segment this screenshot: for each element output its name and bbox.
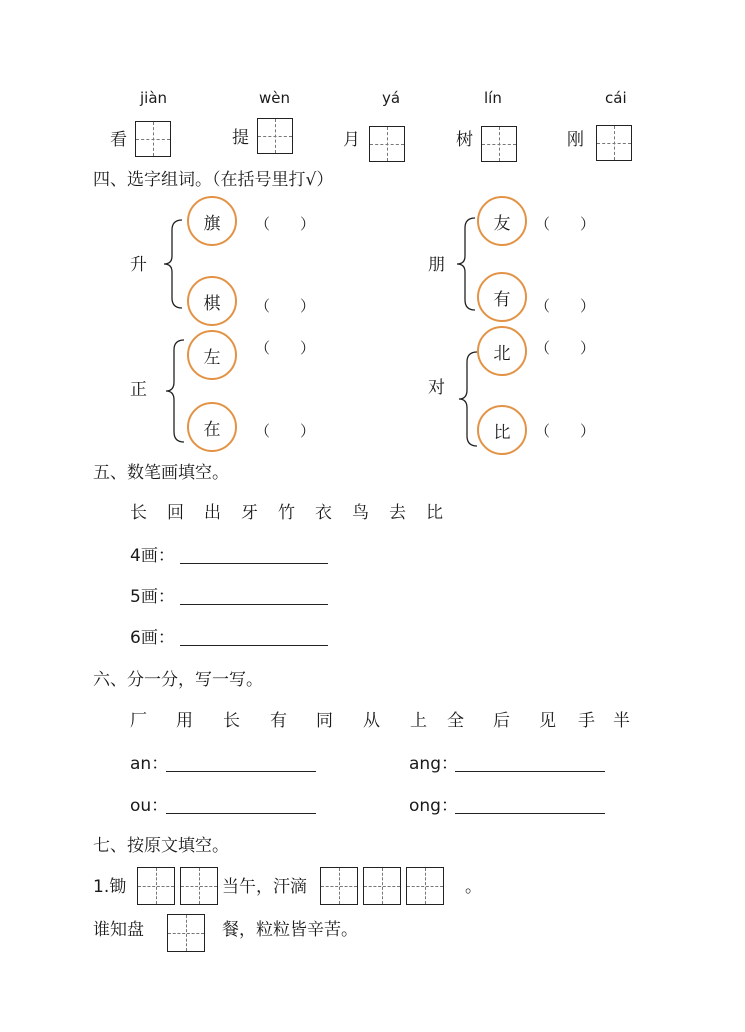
answer-paren[interactable]: （ ）: [535, 339, 596, 357]
answer-line[interactable]: [180, 563, 328, 564]
char-item: 手: [578, 711, 595, 731]
blank-label-4: 4画：: [130, 546, 175, 566]
writing-box[interactable]: [180, 867, 218, 905]
writing-box[interactable]: [406, 867, 444, 905]
option-circle[interactable]: 有: [477, 272, 527, 322]
char-item: 厂: [130, 711, 147, 731]
answer-paren[interactable]: （ ）: [255, 422, 316, 440]
blank-label-ang: ang：: [409, 754, 458, 774]
writing-box[interactable]: [363, 867, 401, 905]
answer-paren[interactable]: （ ）: [535, 422, 596, 440]
blank-label-5: 5画：: [130, 587, 175, 607]
pinyin-1: jiàn: [140, 89, 168, 107]
writing-box[interactable]: [167, 914, 205, 952]
answer-paren[interactable]: （ ）: [255, 297, 316, 315]
writing-box[interactable]: [320, 867, 358, 905]
given-char-5: 刚: [567, 130, 584, 150]
poem-line-1-start: 1.锄: [93, 877, 127, 897]
char-item: 见: [539, 711, 556, 731]
group-head-char: 朋: [428, 255, 445, 275]
char-item: 回: [167, 503, 184, 523]
pinyin-5: cái: [605, 89, 627, 107]
blank-label-6: 6画：: [130, 628, 175, 648]
given-char-1: 看: [110, 130, 127, 150]
brace-icon: [160, 218, 184, 310]
blank-label-ong: ong：: [409, 796, 458, 816]
option-circle[interactable]: 左: [187, 330, 237, 380]
char-item: 鸟: [352, 503, 369, 523]
answer-paren[interactable]: （ ）: [535, 297, 596, 315]
option-circle[interactable]: 北: [477, 326, 527, 376]
char-item: 牙: [241, 503, 258, 523]
char-item: 长: [130, 503, 147, 523]
answer-paren[interactable]: （ ）: [255, 339, 316, 357]
char-item: 衣: [315, 503, 332, 523]
section-4-title: 四、选字组词。（在括号里打√）: [93, 170, 334, 190]
answer-line[interactable]: [180, 604, 328, 605]
poem-line-2-start: 谁知盘: [93, 920, 144, 940]
answer-paren[interactable]: （ ）: [255, 215, 316, 233]
option-circle[interactable]: 友: [477, 196, 527, 246]
section-7-title: 七、按原文填空。: [93, 836, 229, 856]
section-6-title: 六、分一分，写一写。: [93, 670, 263, 690]
answer-line[interactable]: [455, 813, 605, 814]
given-char-3: 月: [343, 130, 360, 150]
writing-box[interactable]: [137, 867, 175, 905]
section-5-title: 五、数笔画填空。: [93, 463, 229, 483]
group-head-char: 升: [130, 255, 147, 275]
char-item: 后: [493, 711, 510, 731]
answer-line[interactable]: [180, 645, 328, 646]
group-head-char: 正: [130, 380, 147, 400]
blank-label-ou: ou：: [130, 796, 169, 816]
option-circle[interactable]: 棋: [187, 276, 237, 326]
char-item: 同: [316, 711, 333, 731]
blank-label-an: an：: [130, 754, 169, 774]
writing-box-3[interactable]: [369, 126, 405, 162]
char-item: 竹: [278, 503, 295, 523]
pinyin-3: yá: [382, 89, 401, 107]
given-char-4: 树: [456, 130, 473, 150]
section-5-char-list: [130, 503, 463, 523]
poem-line-2-end: 餐，粒粒皆辛苦。: [222, 920, 358, 940]
given-char-2: 提: [232, 128, 249, 148]
option-circle[interactable]: 比: [477, 405, 527, 455]
char-item: 比: [426, 503, 443, 523]
char-item: 出: [204, 503, 221, 523]
writing-box-5[interactable]: [596, 125, 632, 161]
option-circle[interactable]: 在: [187, 402, 237, 452]
pinyin-2: wèn: [259, 89, 291, 107]
brace-icon: [455, 350, 479, 448]
answer-paren[interactable]: （ ）: [535, 215, 596, 233]
char-item: 有: [270, 711, 287, 731]
writing-box-1[interactable]: [135, 121, 171, 157]
char-item: 上: [410, 711, 427, 731]
char-item: 去: [389, 503, 406, 523]
answer-line[interactable]: [166, 771, 316, 772]
writing-box-4[interactable]: [481, 126, 517, 162]
answer-line[interactable]: [166, 813, 316, 814]
char-item: 用: [176, 711, 193, 731]
char-item: 全: [447, 711, 464, 731]
poem-line-1-middle: 当午，汗滴: [222, 877, 307, 897]
poem-line-1-end: 。: [465, 877, 482, 897]
char-item: 从: [363, 711, 380, 731]
writing-box-2[interactable]: [257, 118, 293, 154]
char-item: 长: [223, 711, 240, 731]
group-head-char: 对: [428, 378, 445, 398]
char-item: 半: [613, 711, 630, 731]
option-circle[interactable]: 旗: [187, 196, 237, 246]
brace-icon: [453, 216, 477, 312]
pinyin-4: lín: [484, 89, 502, 107]
answer-line[interactable]: [455, 771, 605, 772]
brace-icon: [162, 338, 186, 444]
